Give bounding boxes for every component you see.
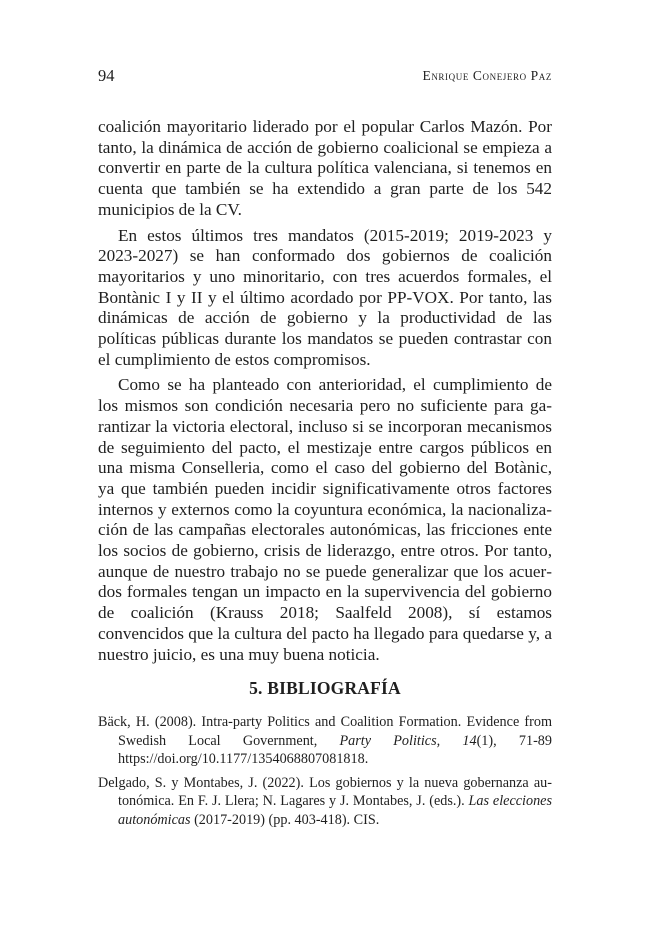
entry-italic: Las elecciones autonómicas bbox=[118, 793, 552, 828]
bibliography bbox=[98, 713, 552, 835]
entry-text: Bäck, H. (2008). Intra-party Politics and Coalition Formation. Evidence from Swedish Local Government, bbox=[98, 714, 552, 749]
entry-italic: Party Politics, 14 bbox=[339, 732, 477, 749]
entry-text: (2017-2019) (pp. 403-418). CIS. bbox=[190, 811, 380, 828]
paragraph: coalición mayoritario liderado por el popular Carlos Mazón. Por tanto, la dinámica de acción de gobierno coalicional se empieza a convertir en parte de la cultura política valenciana, si tenemos en cuenta que también se ha extendido a gran parte de los 542 municipios de la CV. bbox=[98, 117, 552, 219]
entry-text: Delgado, S. y Montabes, J. (2022). Los gobiernos y la nueva gobernanza autonómica. En F. J. Llera; N. Lagares y J. Montabes, J. (eds.). bbox=[98, 774, 552, 810]
body-text bbox=[98, 117, 552, 665]
running-head: Enrique Conejero Paz bbox=[422, 68, 552, 83]
bibliography-entry bbox=[98, 774, 552, 830]
bibliography-entry bbox=[98, 713, 552, 769]
entry-text: (1), 71-89 https://doi.org/10.1177/1354068807081818. bbox=[118, 732, 552, 768]
page-number: 94 bbox=[98, 66, 115, 85]
section-heading: 5. BIBLIOGRAFÍA bbox=[249, 678, 401, 698]
paragraph: Como se ha planteado con anterioridad, el cumplimiento de los mismos son condición necesaria pero no suficiente para garantizar la victoria electoral, incluso si se incorporan mecanismos de seguimiento del pacto, el mestizaje entre cargos públicos en una misma Conselleria, como el caso del gobierno del Botànic, ya que también pueden incidir significativamente otros factores internos y externos como la coyuntura económica, la nacionalización de las campañas electorales autonómicas, las fricciones ente los socios de gobierno, crisis de liderazgo, entre otros. Por tanto, aunque de nuestro trabajo no se puede generalizar que los acuerdos formales tengan un impacto en la supervivencia del gobierno de coalición (Krauss 2018; Saalfeld 2008), sí estamos convencidos que la cultura del pacto ha llegado para quedarse y, a nuestro juicio, es una muy buena noticia. bbox=[98, 375, 552, 664]
paragraph: En estos últimos tres mandatos (2015-2019; 2019-2023 y 2023-2027) se han conformado dos gobiernos de coalición mayoritarios y uno minoritario, con tres acuerdos formales, el Bontànic I y II y el último acordado por PP-VOX. Por tanto, las dinámicas de acción de gobierno y la productividad de las políticas públicas durante los mandatos se pueden contrastar con el cumplimiento de estos compromisos. bbox=[98, 225, 552, 369]
